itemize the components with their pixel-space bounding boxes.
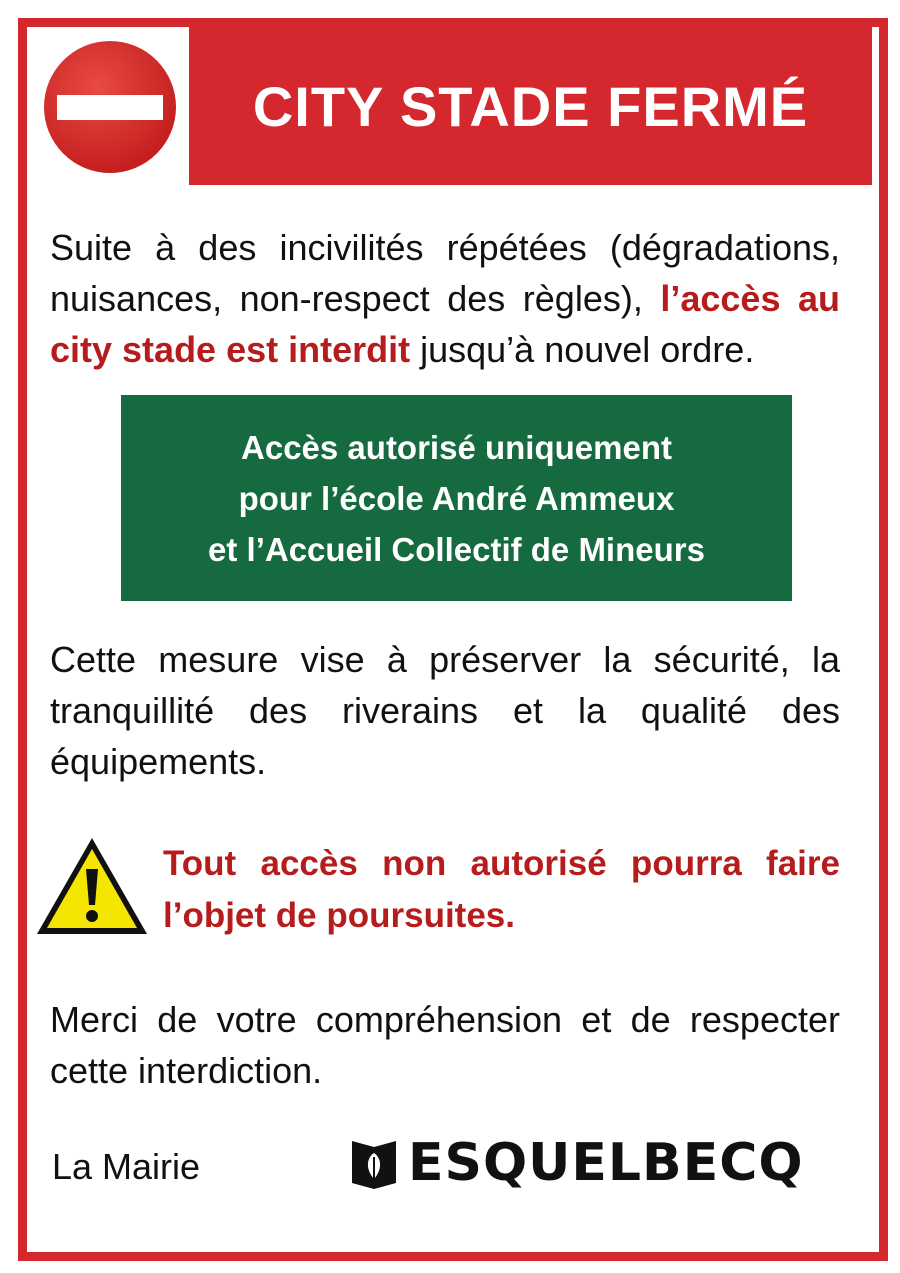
no-entry-icon <box>43 40 177 174</box>
authorized-line-1: Accès autorisé uniquement <box>241 428 672 466</box>
intro-paragraph <box>50 222 840 375</box>
intro-text-end: jusqu’à nouvel ordre. <box>410 329 755 370</box>
intro-text-start: Suite à des incivilités répétées (dégradations, nuisances, non-respect des règles), <box>50 227 840 319</box>
signature: La Mairie <box>52 1146 201 1187</box>
measure-paragraph: Cette mesure vise à préserver la sécurité, la tranquillité des riverains et la qualité des équipements. <box>50 639 840 782</box>
warning-icon <box>34 835 150 937</box>
authorized-line-2: pour l’école André Ammeux <box>238 479 675 517</box>
logo-text: ESQUELBECQ <box>408 1133 804 1193</box>
page-title: CITY STADE FERMÉ <box>252 74 809 138</box>
authorized-line-3: et l’Accueil Collectif de Mineurs <box>208 530 705 568</box>
intro-highlight: l’accès au city stade est interdit <box>50 278 840 370</box>
warning-text: Tout accès non autorisé pourra faire l’objet de poursuites. <box>163 844 840 935</box>
authorized-access-box <box>121 395 792 601</box>
thanks-paragraph: Merci de votre compréhension et de respecter cette interdiction. <box>50 999 840 1091</box>
book-leaf-icon <box>350 1137 400 1189</box>
esquelbecq-logo <box>350 1133 830 1193</box>
